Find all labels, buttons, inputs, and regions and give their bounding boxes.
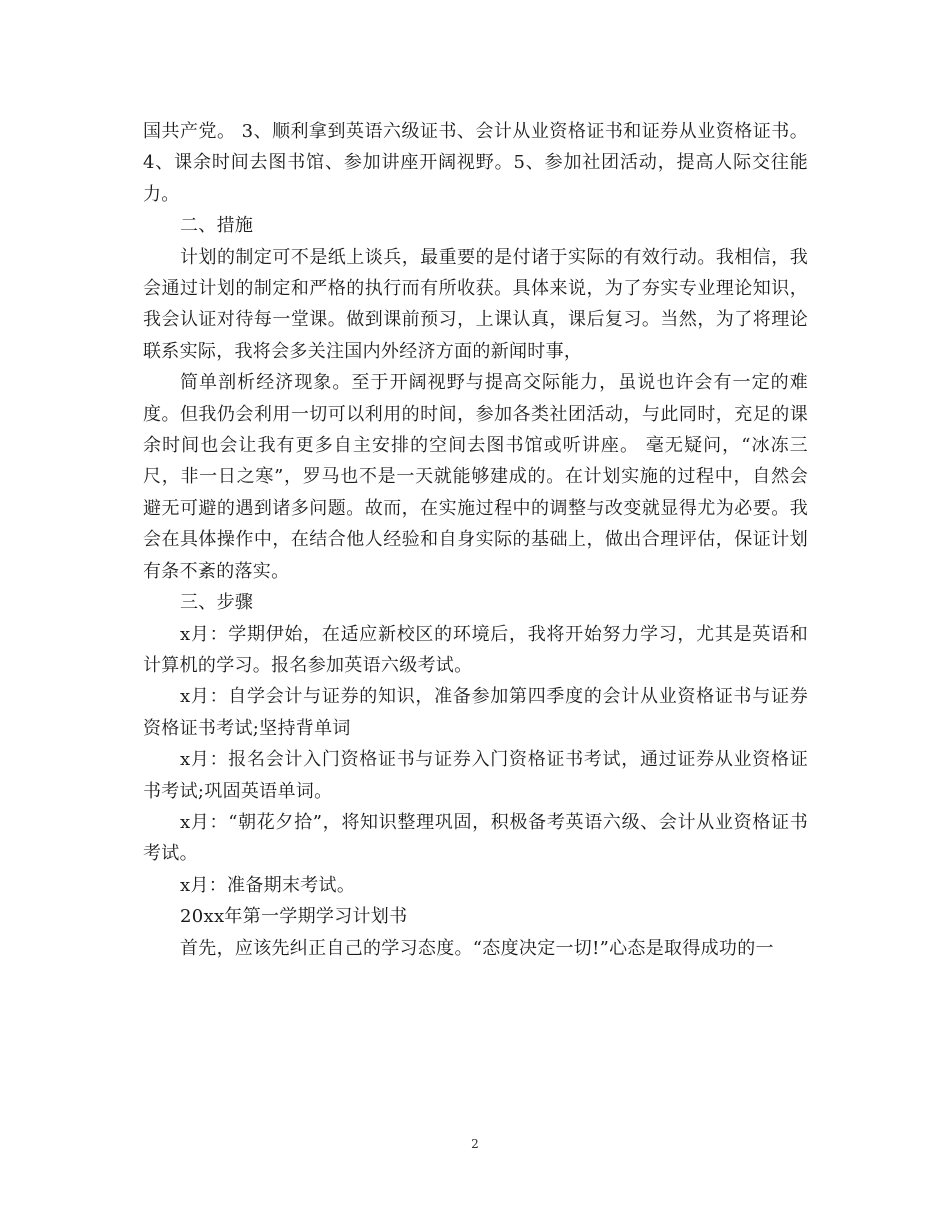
heading-measures: 二、措施 — [180, 215, 254, 237]
paragraph-goals-continued: 国共产党。 3、顺利拿到英语六级证书、会计从业资格证书和证券从业资格证书。 4、课余时间去图书馆、参加讲座开阔视野。5、参加社团活动，提高人际交往能力。 — [143, 121, 808, 205]
paragraph-step-2: x月：自学会计与证券的知识，准备参加第四季度的会计从业资格证书与证券资格证书考试;坚持背单词 — [143, 686, 808, 739]
heading-steps: 三、步骤 — [180, 592, 254, 614]
paragraph-step-4: x月：“朝花夕拾”，将知识整理巩固，积极备考英语六级、会计从业资格证书考试。 — [143, 811, 808, 865]
document-body — [143, 116, 808, 964]
section-title-study-plan: 20xx年第一学期学习计划书 — [180, 906, 408, 928]
paragraph-measures-1: 计划的制定可不是纸上谈兵，最重要的是付诸于实际的有效行动。我相信，我会通过计划的制定和严格的执行而有所收获。具体来说，为了夯实专业理论知识，我会认证对待每一堂课。做到课前预习，上课认真，课后复习。当然，为了将理论联系实际，我将会多关注国内外经济方面的新闻时事， — [143, 246, 808, 362]
page-number: 2 — [471, 1137, 479, 1151]
paragraph-step-1: x月：学期伊始，在适应新校区的环境后，我将开始努力学习，尤其是英语和计算机的学习。报名参加英语六级考试。 — [143, 623, 808, 676]
paragraph-measures-2: 简单剖析经济现象。至于开阔视野与提高交际能力，虽说也许会有一定的难度。但我仍会利用一切可以利用的时间，参加各类社团活动，与此同时，充足的课余时间也会让我有更多自主安排的空间去图书馆或听讲座。 毫无疑问，“冰冻三尺，非一日之寒”，罗马也不是一天就能够建成的。在计划实施的过程中，自然会避无可避的遇到诸多问题。故而，在实施过程中的调整与改变就显得尤为必要。我会在具体操作中，在结合他人经验和自身实际的基础上，做出合理评估，保证计划有条不紊的落实。 — [143, 372, 808, 582]
paragraph-step-5: x月：准备期末考试。 — [180, 874, 356, 896]
paragraph-attitude: 首先，应该先纠正自己的学习态度。“态度决定一切!”心态是取得成功的一 — [180, 937, 774, 959]
paragraph-step-3: x月：报名会计入门资格证书与证券入门资格证书考试，通过证券从业资格证书考试;巩固英语单词。 — [143, 749, 808, 802]
